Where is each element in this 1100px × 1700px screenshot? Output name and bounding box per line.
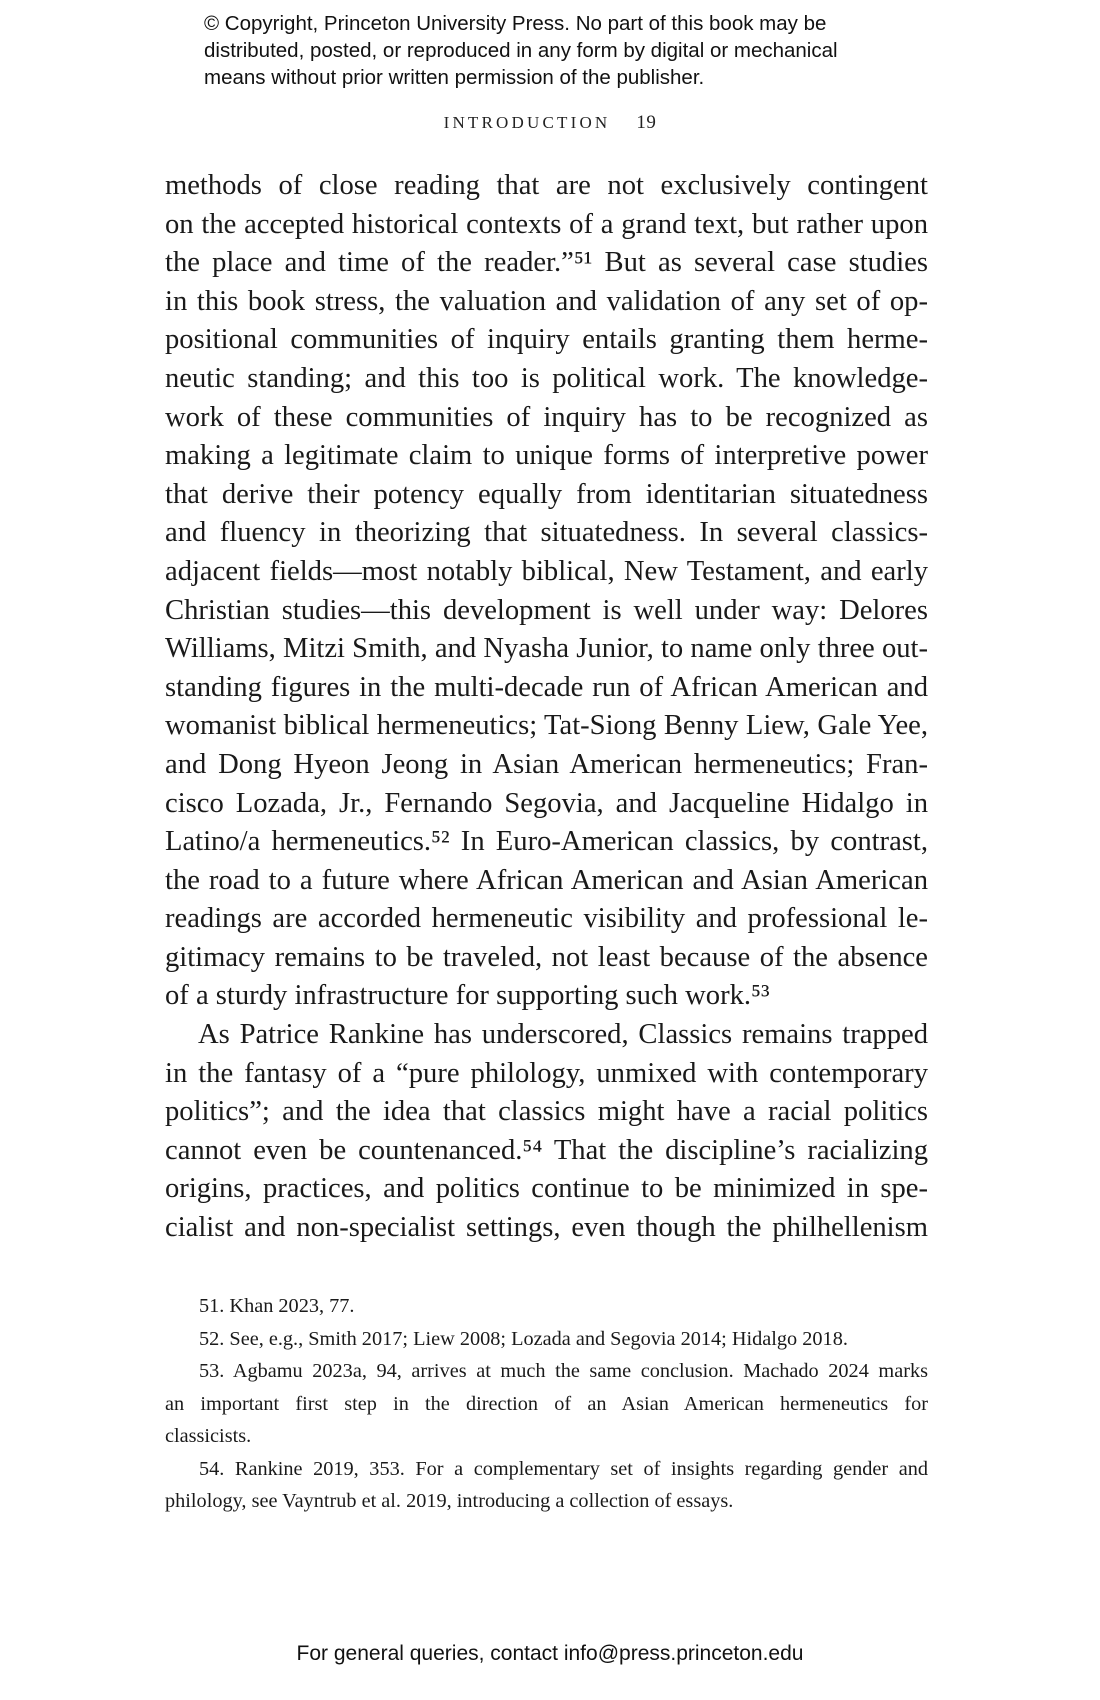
body-line: of a sturdy infrastructure for supporting such work.⁵³ [165, 980, 770, 1012]
body-line: Christian studies—this development is well under way: Delores [165, 594, 928, 626]
body-line: in this book stress, the valuation and validation of any set of op- [165, 285, 928, 317]
body-line: the place and time of the reader.”⁵¹ But as several case studies [165, 247, 928, 279]
body-line: and fluency in theorizing that situatedness. In several classics- [165, 517, 928, 549]
body-line: cisco Lozada, Jr., Fernando Segovia, and Jacqueline Hidalgo in [165, 787, 928, 819]
body-line: gitimacy remains to be traveled, not least because of the absence [165, 941, 928, 973]
running-head [0, 112, 1100, 134]
footnote-line: 52. See, e.g., Smith 2017; Liew 2008; Lozada and Segovia 2014; Hidalgo 2018. [199, 1327, 848, 1350]
body-line: cialist and non-specialist settings, even though the philhellenism [165, 1212, 928, 1244]
footnote-line: 53. Agbamu 2023a, 94, arrives at much the same conclusion. Machado 2024 marks [199, 1360, 928, 1382]
body-line: that derive their potency equally from identitarian situatedness [165, 478, 928, 510]
footnote-line: 54. Rankine 2019, 353. For a complementary set of insights regarding gender and [199, 1457, 928, 1480]
body-line: cannot even be countenanced.⁵⁴ That the discipline’s racializing [165, 1134, 928, 1166]
footnote-line: 51. Khan 2023, 77. [199, 1295, 355, 1317]
footnote-line: an important first step in the direction of an Asian American hermeneutics for [165, 1392, 928, 1415]
body-line: origins, practices, and politics continue to be minimized in spe- [165, 1173, 928, 1205]
body-line: neutic standing; and this too is political work. The knowledge- [165, 362, 928, 394]
body-line: Williams, Mitzi Smith, and Nyasha Junior, to name only three out- [165, 633, 928, 665]
footnote-line: classicists. [165, 1425, 252, 1447]
body-line: As Patrice Rankine has underscored, Classics remains trapped [198, 1019, 928, 1051]
body-line: standing figures in the multi-decade run of African American and [165, 671, 928, 703]
body-line: on the accepted historical contexts of a grand text, but rather upon [165, 208, 928, 240]
page-number: 19 [636, 112, 657, 133]
body-line: and Dong Hyeon Jeong in Asian American hermeneutics; Fran- [165, 748, 928, 780]
body-line: making a legitimate claim to unique forms of interpretive power [165, 440, 928, 472]
copyright-line: means without prior written permission of the publisher. [204, 66, 705, 89]
body-line: politics”; and the idea that classics might have a racial politics [165, 1096, 928, 1128]
body-line: positional communities of inquiry entails granting them herme- [165, 324, 928, 356]
contact-footer: For general queries, contact info@press.princeton.edu [296, 1642, 804, 1665]
body-line: in the fantasy of a “pure philology, unmixed with contemporary [165, 1057, 928, 1089]
body-line: readings are accorded hermeneutic visibility and professional le- [165, 903, 928, 935]
copyright-notice [204, 10, 924, 91]
running-head-title: INTRODUCTION [443, 113, 611, 132]
body-line: methods of close reading that are not exclusively contingent [165, 170, 928, 201]
body-line: adjacent fields—most notably biblical, New Testament, and early [165, 555, 928, 587]
copyright-line: distributed, posted, or reproduced in any form by digital or mechanical [204, 39, 838, 62]
footnotes [165, 1290, 928, 1518]
body-line: womanist biblical hermeneutics; Tat-Siong Benny Liew, Gale Yee, [165, 710, 928, 742]
body-text [165, 167, 928, 1248]
body-line: work of these communities of inquiry has to be recognized as [165, 401, 928, 433]
copyright-line: © Copyright, Princeton University Press. No part of this book may be [204, 12, 827, 35]
body-line: Latino/a hermeneutics.⁵² In Euro-American classics, by contrast, [165, 826, 928, 858]
footnote-line: philology, see Vayntrub et al. 2019, introducing a collection of essays. [165, 1490, 734, 1512]
body-line: the road to a future where African American and Asian American [165, 864, 928, 896]
